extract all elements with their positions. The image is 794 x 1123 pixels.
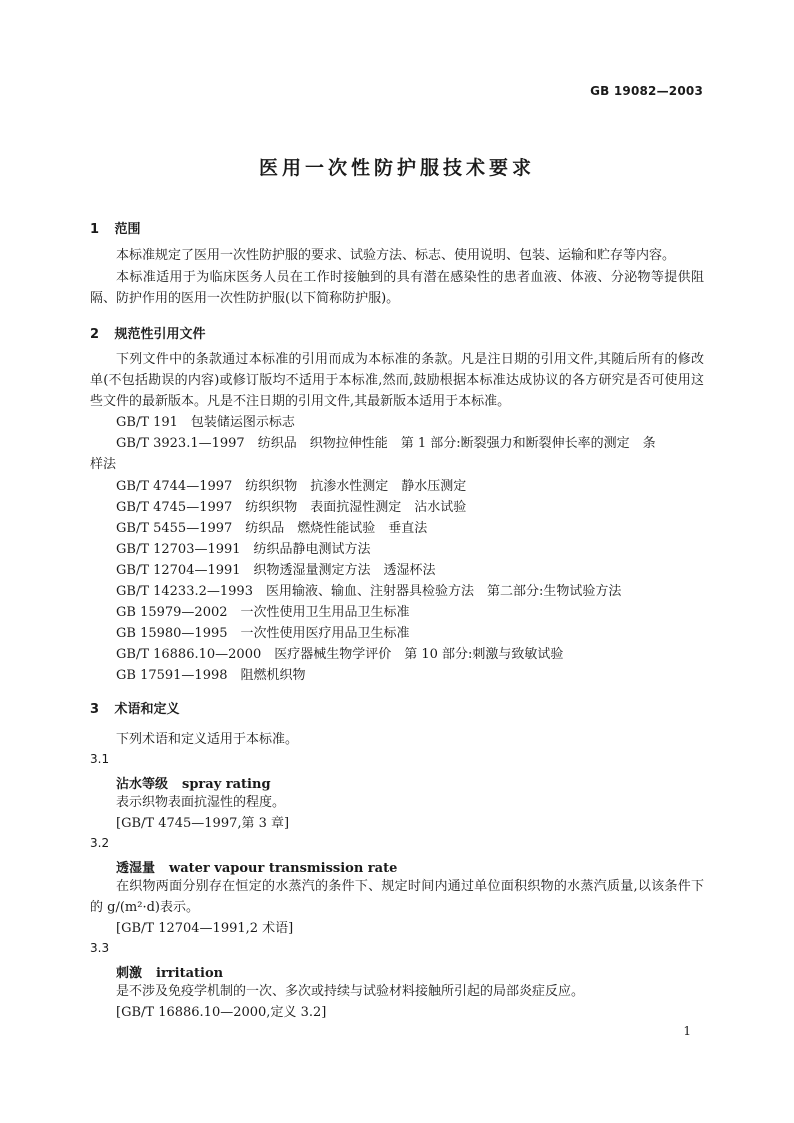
section-heading: [90, 218, 141, 237]
section-heading: [90, 323, 206, 342]
section-title: 术语和定义: [114, 702, 180, 717]
term-chinese: 透湿量: [116, 861, 156, 876]
section-number: 2: [90, 327, 100, 342]
reference-item: GB/T 4745—1997 纺织织物 表面抗湿性测定 沾水试验: [116, 500, 467, 515]
reference-item: GB/T 3923.1—1997 纺织品 织物拉伸性能 第 1 部分:断裂强力和断裂伸长率的测定 条: [116, 436, 656, 451]
standard-code: GB 19082—2003: [590, 84, 703, 98]
term-definition: 在织物两面分别存在恒定的水蒸汽的条件下、规定时间内通过单位面积织物的水蒸汽质量,以该条件下的 g/(m²·d)表示。: [90, 879, 704, 915]
reference-item: GB/T 12704—1991 织物透湿量测定方法 透湿杯法: [116, 563, 436, 578]
term-name: [116, 857, 397, 876]
section-heading: [90, 698, 180, 717]
term-name: [116, 773, 271, 792]
term-english: irritation: [156, 966, 224, 981]
reference-item: GB/T 14233.2—1993 医用输液、输血、注射器具检验方法 第二部分:生物试验方法: [116, 584, 622, 599]
reference-item: GB/T 16886.10—2000 医疗器械生物学评价 第 10 部分:刺激与致敏试验: [116, 647, 564, 662]
reference-item-continued: 样法: [90, 457, 117, 472]
term-english: water vapour transmission rate: [169, 861, 398, 876]
term-number: 3.3: [90, 941, 110, 955]
reference-item: GB 15979—2002 一次性使用卫生用品卫生标准: [116, 605, 410, 620]
reference-item: GB/T 191 包装储运图示标志: [116, 415, 295, 430]
term-source: [GB/T 16886.10—2000,定义 3.2]: [116, 1005, 327, 1020]
paragraph: 本标准规定了医用一次性防护服的要求、试验方法、标志、使用说明、包装、运输和贮存等内容。: [116, 248, 676, 263]
term-definition: 是不涉及免疫学机制的一次、多次或持续与试验材料接触所引起的局部炎症反应。: [116, 984, 585, 999]
page-number: 1: [683, 1024, 691, 1038]
reference-item: GB/T 12703—1991 纺织品静电测试方法: [116, 542, 371, 557]
reference-item: GB/T 4744—1997 纺织织物 抗渗水性测定 静水压测定: [116, 479, 467, 494]
term-chinese: 刺激: [116, 966, 143, 981]
section-title: 规范性引用文件: [114, 327, 206, 342]
term-number: 3.2: [90, 836, 110, 850]
paragraph: 下列文件中的条款通过本标准的引用而成为本标准的条款。凡是注日期的引用文件,其随后所有的修改单(不包括勘误的内容)或修订版均不适用于本标准,然而,鼓励根据本标准达成协议的各方研究是否可使用这些文件的最新版本。凡是不注日期的引用文件,其最新版本适用于本标准。: [90, 352, 704, 409]
term-source: [GB/T 12704—1991,2 术语]: [116, 921, 294, 936]
reference-item: GB 15980—1995 一次性使用医疗用品卫生标准: [116, 626, 410, 641]
term-source: [GB/T 4745—1997,第 3 章]: [116, 816, 290, 831]
section-title: 范围: [114, 222, 141, 237]
term-chinese: 沾水等级: [116, 777, 169, 792]
reference-item: GB/T 5455—1997 纺织品 燃烧性能试验 垂直法: [116, 521, 428, 536]
term-english: spray rating: [182, 777, 271, 792]
document-title: 医用一次性防护服技术要求: [258, 157, 535, 179]
paragraph: 本标准适用于为临床医务人员在工作时接触到的具有潜在感染性的患者血液、体液、分泌物等提供阻隔、防护作用的医用一次性防护服(以下简称防护服)。: [90, 270, 704, 306]
term-name: [116, 962, 223, 981]
reference-item: GB 17591—1998 阻燃机织物: [116, 668, 306, 683]
section-number: 1: [90, 222, 100, 237]
term-number: 3.1: [90, 752, 110, 766]
section-intro: 下列术语和定义适用于本标准。: [116, 732, 299, 747]
section-number: 3: [90, 702, 100, 717]
term-definition: 表示织物表面抗湿性的程度。: [116, 795, 286, 810]
